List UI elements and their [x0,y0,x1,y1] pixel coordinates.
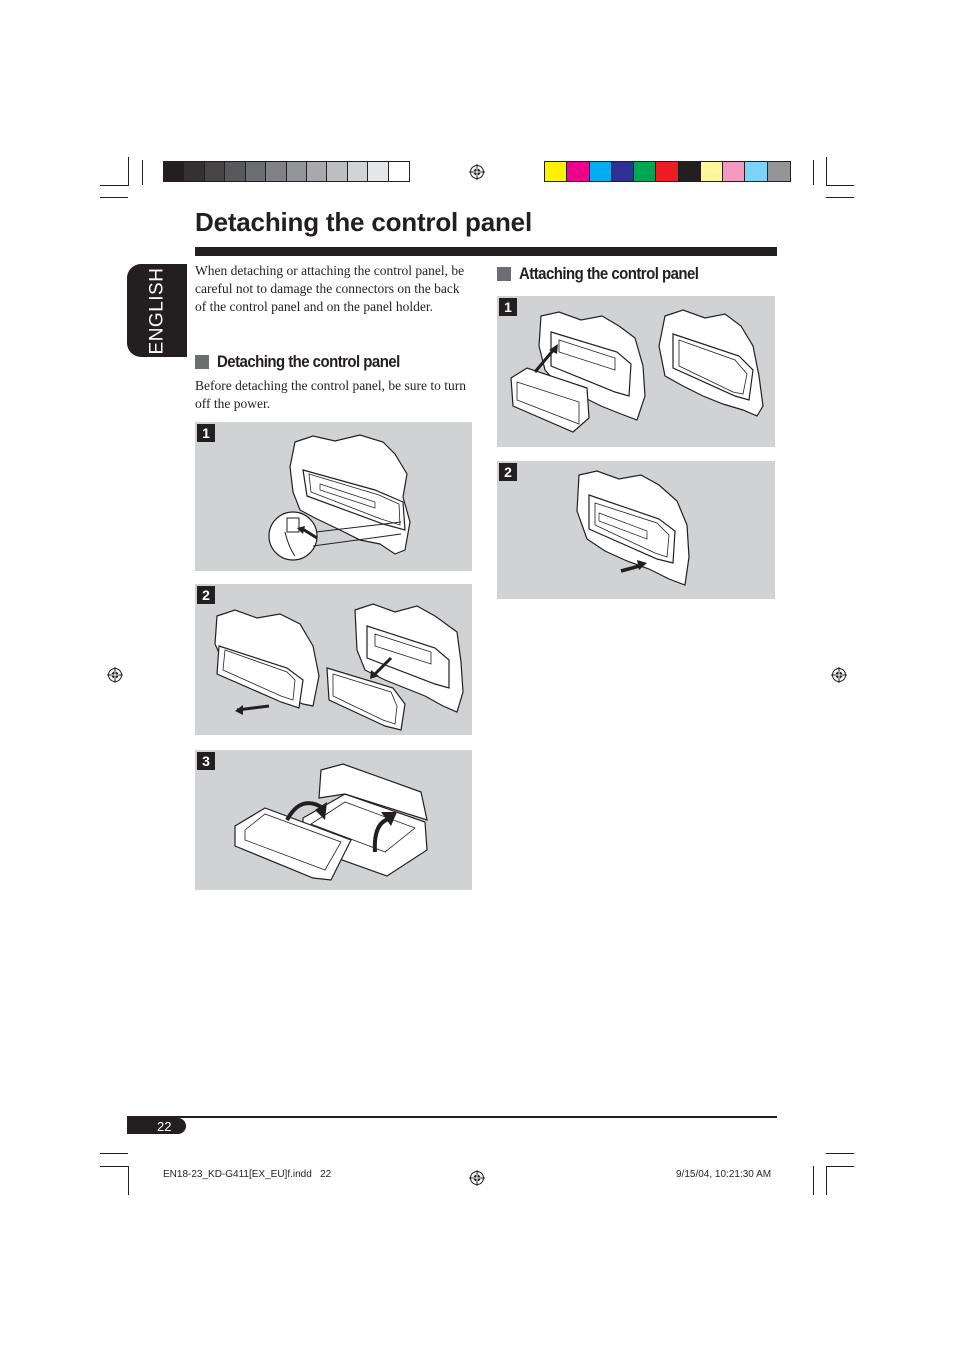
step-number: 1 [197,424,215,442]
grayscale-swatch [348,162,368,181]
registration-mark-icon [107,667,123,683]
crop-mark [100,1166,128,1167]
file-slug: EN18-23_KD-G411[EX_EU]f.indd 22 [163,1169,332,1180]
step-number: 3 [197,752,215,770]
grayscale-swatch [225,162,245,181]
page-number-badge [127,1118,186,1134]
illustration-attach-insert [497,296,775,447]
detach-step-2-figure [195,584,472,735]
intro-text: When detaching or attaching the control panel, be careful not to damage the connectors on the back of the control panel and on the panel holder. [195,263,465,314]
section-heading-detaching: Detaching the control panel [195,352,425,372]
step-number: 2 [197,586,215,604]
step-number: 1 [499,298,517,316]
heading-square-icon [497,267,511,281]
grayscale-swatch [246,162,266,181]
grayscale-swatch [205,162,225,181]
crop-mark [826,197,854,198]
crop-mark [826,185,854,186]
illustration-detach-remove [195,584,472,735]
grayscale-swatch [389,162,409,181]
grayscale-calibration-bar [163,161,410,182]
color-swatch [679,162,701,181]
crop-mark [826,1153,854,1154]
color-swatch [768,162,790,181]
detach-step-3-figure [195,750,472,890]
attach-step-1-figure [497,296,775,447]
crop-mark [128,1166,129,1195]
step-number: 2 [499,463,517,481]
color-swatch [656,162,678,181]
title-rule [195,247,777,256]
timestamp-slug: 9/15/04, 10:21:30 AM [676,1169,772,1180]
color-calibration-bar [544,161,791,182]
color-swatch [634,162,656,181]
detach-step-1-figure [195,422,472,571]
crop-mark [813,160,814,185]
page-number: 22 [157,1118,172,1134]
color-swatch [701,162,723,181]
grayscale-swatch [266,162,286,181]
crop-mark [826,1166,854,1167]
crop-mark [100,185,128,186]
illustration-case-storage [195,750,472,890]
color-swatch [723,162,745,181]
registration-mark-icon [469,164,485,180]
crop-mark [813,1166,814,1195]
color-swatch [545,162,567,181]
section-heading-attaching: Attaching the control panel [497,264,723,284]
footer-rule [127,1116,777,1118]
color-swatch [612,162,634,181]
grayscale-swatch [307,162,327,181]
grayscale-swatch [184,162,204,181]
grayscale-swatch [327,162,347,181]
illustration-detach-release [195,422,472,571]
crop-mark [826,1166,827,1195]
crop-mark [826,157,827,186]
crop-mark [100,1153,128,1154]
color-swatch [590,162,612,181]
heading-square-icon [195,355,209,369]
crop-mark [128,157,129,186]
illustration-attach-press [497,461,775,599]
page-title: Detaching the control panel [195,207,532,237]
crop-mark [100,197,128,198]
crop-mark [142,160,143,185]
grayscale-swatch [287,162,307,181]
detach-instruction: Before detaching the control panel, be sure to turn off the power. [195,378,467,411]
registration-mark-icon [831,667,847,683]
grayscale-swatch [368,162,388,181]
attach-step-2-figure [497,461,775,599]
registration-mark-icon [469,1170,485,1186]
color-swatch [745,162,767,181]
color-swatch [567,162,589,181]
grayscale-swatch [164,162,184,181]
language-tab-label: ENGLISH [146,267,168,355]
